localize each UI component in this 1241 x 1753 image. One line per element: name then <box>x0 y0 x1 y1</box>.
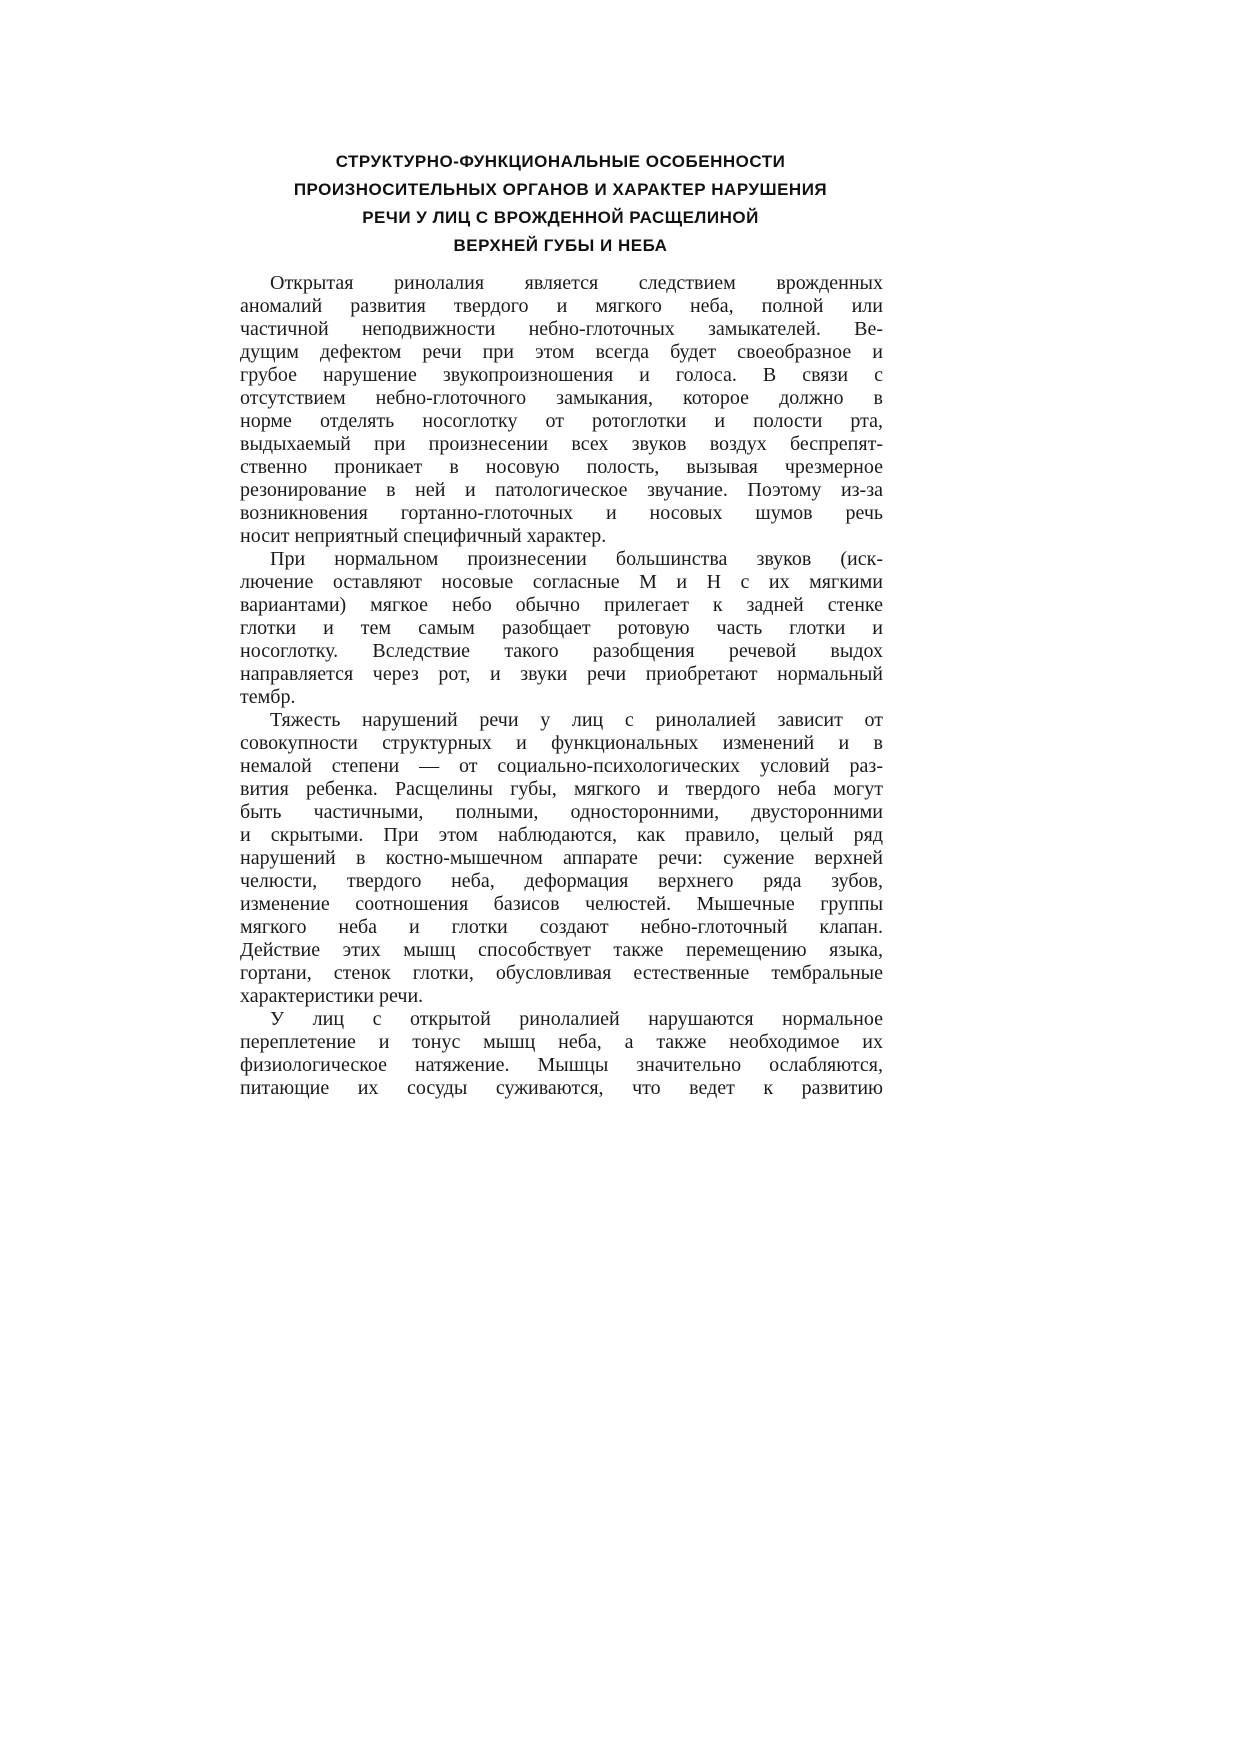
text-line: нарушений в костно-мышечном аппарате речи: сужение верхней <box>240 847 883 869</box>
text-line: питающие их сосуды суживаются, что ведет к развитию <box>240 1077 883 1099</box>
text-line: Действие этих мышц способствует также перемещению языка, <box>240 939 883 961</box>
text-line: характеристики речи. <box>240 985 424 1007</box>
text-line: изменение соотношения базисов челюстей. Мышечные группы <box>240 893 883 915</box>
text-line: резонирование в ней и патологическое звучание. Поэтому из-за <box>240 479 883 501</box>
text-line: тембр. <box>240 686 296 708</box>
text-line: лючение оставляют носовые согласные М и Н с их мягкими <box>240 571 883 593</box>
paragraph-3 <box>240 709 883 1008</box>
paragraph-2 <box>240 548 883 709</box>
text-line: вития ребенка. Расщелины губы, мягкого и твердого неба могут <box>240 778 883 800</box>
text-line: аномалий развития твердого и мягкого неба, полной или <box>240 295 883 317</box>
text-line: и скрытыми. При этом наблюдаются, как правило, целый ряд <box>240 824 883 846</box>
text-line: У лиц с открытой ринолалией нарушаются нормальное <box>270 1008 883 1030</box>
body-text <box>240 272 883 1100</box>
text-line: гортани, стенок глотки, обусловливая естественные тембральные <box>240 962 883 984</box>
document-title <box>228 148 893 260</box>
text-line: носоглотку. Вследствие такого разобщения речевой выдох <box>240 640 883 662</box>
text-line: немалой степени — от социально-психологических условий раз- <box>240 755 883 777</box>
title-line: СТРУКТУРНО-ФУНКЦИОНАЛЬНЫЕ ОСОБЕННОСТИ <box>335 152 786 171</box>
text-line: глотки и тем самым разобщает ротовую часть глотки и <box>240 617 883 639</box>
text-line: дущим дефектом речи при этом всегда будет своеобразное и <box>240 341 883 363</box>
text-line: физиологическое натяжение. Мышцы значительно ослабляются, <box>240 1054 883 1076</box>
text-line: выдыхаемый при произнесении всех звуков воздух беспрепят- <box>240 433 883 455</box>
text-line: отсутствием небно-глоточного замыкания, которое должно в <box>240 387 883 409</box>
text-line: ственно проникает в носовую полость, вызывая чрезмерное <box>240 456 883 478</box>
text-line: норме отделять носоглотку от ротоглотки и полости рта, <box>240 410 883 432</box>
text-line: носит неприятный специфичный характер. <box>240 525 607 547</box>
text-line: переплетение и тонус мышц неба, а также необходимое их <box>240 1031 883 1053</box>
text-line: совокупности структурных и функциональных изменений и в <box>240 732 883 754</box>
text-line: частичной неподвижности небно-глоточных замыкателей. Ве- <box>240 318 883 340</box>
title-line: ВЕРХНЕЙ ГУБЫ И НЕБА <box>453 236 668 255</box>
text-line: направляется через рот, и звуки речи приобретают нормальный <box>240 663 883 685</box>
text-line: быть частичными, полными, односторонними, двусторонними <box>240 801 883 823</box>
text-line: возникновения гортанно-глоточных и носовых шумов речь <box>240 502 883 524</box>
text-line: вариантами) мягкое небо обычно прилегает к задней стенке <box>240 594 883 616</box>
text-line: Тяжесть нарушений речи у лиц с ринолалией зависит от <box>270 709 883 731</box>
paragraph-4 <box>240 1008 883 1100</box>
text-line: челюсти, твердого неба, деформация верхнего ряда зубов, <box>240 870 883 892</box>
text-line: При нормальном произнесении большинства звуков (иск- <box>270 548 883 570</box>
text-line: Открытая ринолалия является следствием врожденных <box>270 272 883 294</box>
title-line: ПРОИЗНОСИТЕЛЬНЫХ ОРГАНОВ И ХАРАКТЕР НАРУШЕНИЯ <box>293 180 828 199</box>
title-line: РЕЧИ У ЛИЦ С ВРОЖДЕННОЙ РАСЩЕЛИНОЙ <box>362 208 759 227</box>
paragraph-1 <box>240 272 883 548</box>
text-line: мягкого неба и глотки создают небно-глоточный клапан. <box>240 916 883 938</box>
text-line: грубое нарушение звукопроизношения и голоса. В связи с <box>240 364 883 386</box>
